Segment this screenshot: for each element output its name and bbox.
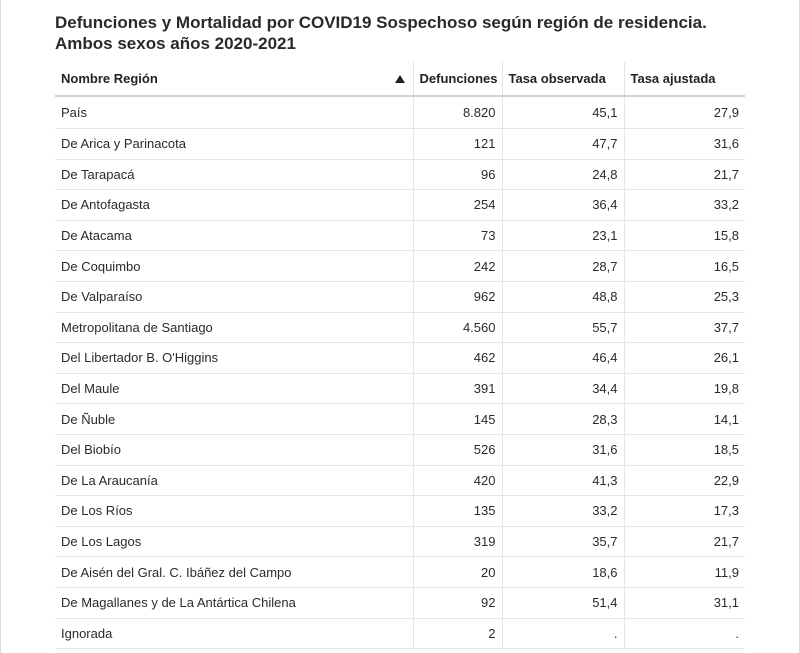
tasa-ajustada-cell: 31,6 [624, 129, 745, 160]
table-header-row [55, 62, 745, 96]
defunciones-cell: 242 [413, 251, 502, 282]
table-row [55, 618, 745, 649]
region-name-cell: De La Araucanía [55, 465, 413, 496]
tasa-observada-cell: 33,2 [502, 496, 624, 527]
tasa-observada-cell: 18,6 [502, 557, 624, 588]
tasa-observada-cell: . [502, 618, 624, 649]
defunciones-cell: 391 [413, 373, 502, 404]
region-name-cell: De Ñuble [55, 404, 413, 435]
column-header-tasa-observada[interactable]: Tasa observada [502, 62, 624, 96]
defunciones-cell: 96 [413, 159, 502, 190]
table-row [55, 190, 745, 221]
table-row [55, 281, 745, 312]
column-header-tasa-ajustada[interactable]: Tasa ajustada [624, 62, 745, 96]
table-row [55, 129, 745, 160]
tasa-ajustada-cell: 16,5 [624, 251, 745, 282]
table-row [55, 465, 745, 496]
tasa-ajustada-cell: 15,8 [624, 220, 745, 251]
tasa-ajustada-cell: 26,1 [624, 343, 745, 374]
table-row [55, 404, 745, 435]
table-row [55, 159, 745, 190]
defunciones-cell: 92 [413, 587, 502, 618]
tasa-ajustada-cell: 11,9 [624, 557, 745, 588]
tasa-ajustada-cell: 21,7 [624, 526, 745, 557]
defunciones-cell: 8.820 [413, 96, 502, 129]
region-name-cell: País [55, 96, 413, 129]
tasa-ajustada-cell: 17,3 [624, 496, 745, 527]
tasa-ajustada-cell: 18,5 [624, 434, 745, 465]
tasa-observada-cell: 34,4 [502, 373, 624, 404]
defunciones-cell: 4.560 [413, 312, 502, 343]
region-name-cell: De Magallanes y de La Antártica Chilena [55, 587, 413, 618]
tasa-observada-cell: 48,8 [502, 281, 624, 312]
region-name-cell: De Los Ríos [55, 496, 413, 527]
tasa-observada-cell: 47,7 [502, 129, 624, 160]
defunciones-cell: 254 [413, 190, 502, 221]
tasa-observada-cell: 31,6 [502, 434, 624, 465]
region-name-cell: De Antofagasta [55, 190, 413, 221]
tasa-observada-cell: 23,1 [502, 220, 624, 251]
tasa-observada-cell: 51,4 [502, 587, 624, 618]
table-row [55, 557, 745, 588]
region-name-cell: De Aisén del Gral. C. Ibáñez del Campo [55, 557, 413, 588]
tasa-observada-cell: 55,7 [502, 312, 624, 343]
column-header-defunciones[interactable]: Defunciones [413, 62, 502, 96]
tasa-ajustada-cell: 19,8 [624, 373, 745, 404]
region-name-cell: De Tarapacá [55, 159, 413, 190]
tasa-ajustada-cell: 22,9 [624, 465, 745, 496]
region-name-cell: Del Maule [55, 373, 413, 404]
region-name-cell: Metropolitana de Santiago [55, 312, 413, 343]
defunciones-cell: 2 [413, 618, 502, 649]
tasa-observada-cell: 35,7 [502, 526, 624, 557]
column-header-region-label: Nombre Región [61, 71, 158, 86]
table-row [55, 251, 745, 282]
table-row [55, 496, 745, 527]
tasa-ajustada-cell: 21,7 [624, 159, 745, 190]
tasa-observada-cell: 28,7 [502, 251, 624, 282]
tasa-ajustada-cell: 14,1 [624, 404, 745, 435]
tasa-observada-cell: 24,8 [502, 159, 624, 190]
defunciones-cell: 526 [413, 434, 502, 465]
defunciones-cell: 962 [413, 281, 502, 312]
tasa-ajustada-cell: 37,7 [624, 312, 745, 343]
defunciones-cell: 20 [413, 557, 502, 588]
table-row [55, 220, 745, 251]
table-row [55, 312, 745, 343]
table-row [55, 373, 745, 404]
table-row [55, 526, 745, 557]
tasa-observada-cell: 41,3 [502, 465, 624, 496]
table-row [55, 96, 745, 129]
defunciones-cell: 145 [413, 404, 502, 435]
tasa-ajustada-cell: 27,9 [624, 96, 745, 129]
defunciones-cell: 420 [413, 465, 502, 496]
sort-ascending-icon[interactable] [395, 75, 405, 83]
tasa-observada-cell: 28,3 [502, 404, 624, 435]
region-name-cell: De Arica y Parinacota [55, 129, 413, 160]
tasa-ajustada-cell: . [624, 618, 745, 649]
region-name-cell: Del Libertador B. O'Higgins [55, 343, 413, 374]
table-body [55, 96, 745, 649]
tasa-ajustada-cell: 25,3 [624, 281, 745, 312]
region-table [55, 62, 745, 649]
defunciones-cell: 135 [413, 496, 502, 527]
report-title: Defunciones y Mortalidad por COVID19 Sospechoso según región de residencia. Ambos sexos años 2020-2021 [55, 13, 707, 53]
tasa-ajustada-cell: 33,2 [624, 190, 745, 221]
tasa-ajustada-cell: 31,1 [624, 587, 745, 618]
region-name-cell: De Valparaíso [55, 281, 413, 312]
defunciones-cell: 319 [413, 526, 502, 557]
defunciones-cell: 462 [413, 343, 502, 374]
defunciones-cell: 121 [413, 129, 502, 160]
tasa-observada-cell: 46,4 [502, 343, 624, 374]
region-name-cell: Ignorada [55, 618, 413, 649]
tasa-observada-cell: 45,1 [502, 96, 624, 129]
table-row [55, 434, 745, 465]
region-name-cell: De Coquimbo [55, 251, 413, 282]
region-name-cell: De Atacama [55, 220, 413, 251]
tasa-observada-cell: 36,4 [502, 190, 624, 221]
table-row [55, 343, 745, 374]
table-row [55, 587, 745, 618]
region-name-cell: Del Biobío [55, 434, 413, 465]
column-header-region[interactable] [55, 62, 413, 96]
region-name-cell: De Los Lagos [55, 526, 413, 557]
defunciones-cell: 73 [413, 220, 502, 251]
